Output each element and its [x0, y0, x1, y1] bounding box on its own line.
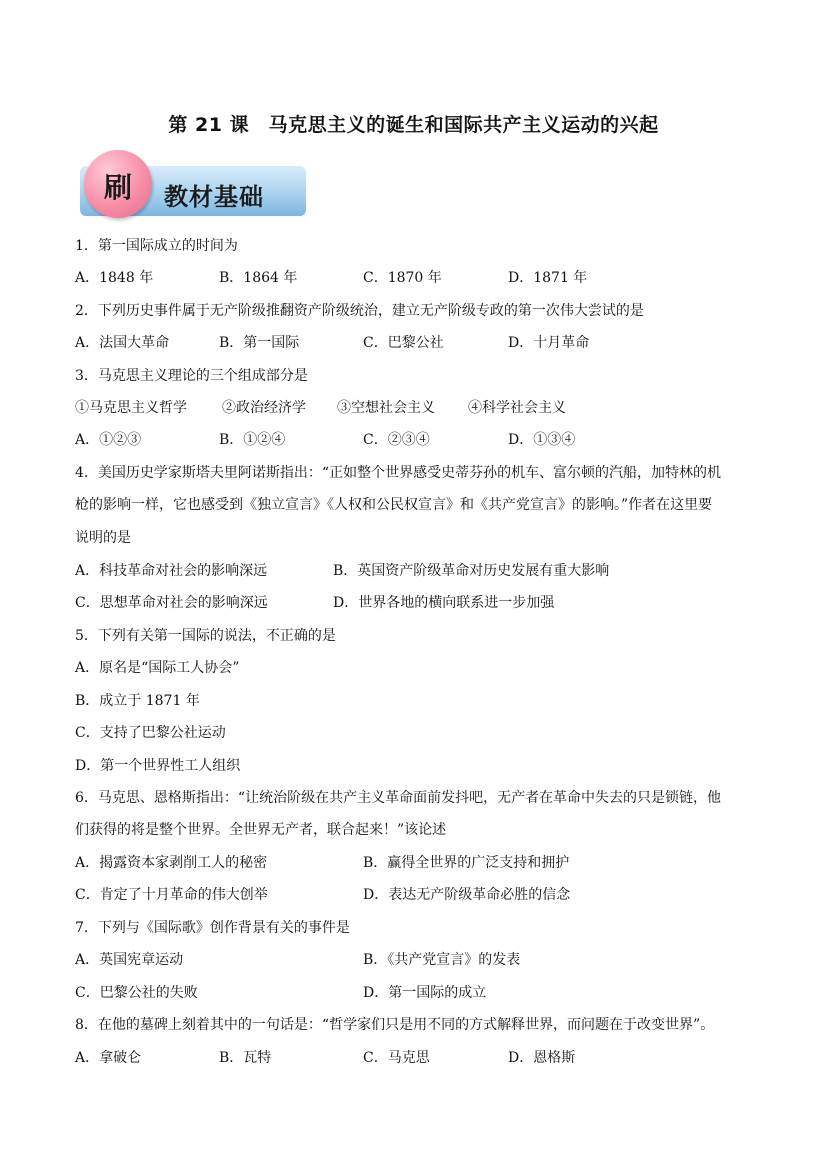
question-4-option-b: B．英国资产阶级革命对历史发展有重大影响 [333, 563, 610, 579]
question-4-stem-line-3: 说明的是 [75, 530, 131, 546]
question-7-stem: 7．下列与《国际歌》创作背景有关的事件是 [75, 920, 350, 936]
question-6-option-d: D．表达无产阶级革命必胜的信念 [363, 887, 571, 903]
question-8-option-c: C．马克思 [363, 1050, 430, 1066]
question-4-stem-line-1: 4．美国历史学家斯塔夫里阿诺斯指出：“正如整个世界感受史蒂芬孙的机车、富尔顿的汽船，加特林的机 [75, 465, 722, 481]
question-7-option-d: D．第一国际的成立 [363, 985, 487, 1001]
question-4-option-d: D．世界各地的横向联系进一步加强 [333, 595, 555, 611]
question-6-option-a: A．揭露资本家剥削工人的秘密 [75, 855, 268, 871]
question-3-option-d: D．①③④ [508, 432, 576, 448]
question-8-option-d: D．恩格斯 [508, 1050, 576, 1066]
question-7-option-b: B．《共产党宣言》的发表 [363, 952, 521, 968]
question-5-option-a: A．原名是“国际工人协会” [75, 660, 240, 676]
question-8-option-b: B．瓦特 [219, 1050, 272, 1066]
question-1-stem: 1．第一国际成立的时间为 [75, 238, 238, 254]
question-5-option-c: C．支持了巴黎公社运动 [75, 725, 226, 741]
question-6-option-b: B．赢得全世界的广泛支持和拥护 [363, 855, 570, 871]
question-6-stem-line-2: 们获得的将是整个世界。全世界无产者，联合起来！”该论述 [75, 822, 447, 838]
question-7-option-c: C．巴黎公社的失败 [75, 985, 198, 1001]
question-2-option-c: C．巴黎公社 [363, 335, 444, 351]
question-4-option-a: A．科技革命对社会的影响深远 [75, 563, 268, 579]
question-2-option-a: A．法国大革命 [75, 335, 170, 351]
question-2-option-d: D．十月革命 [508, 335, 590, 351]
question-6-stem-line-1: 6．马克思、恩格斯指出：“让统治阶级在共产主义革命面前发抖吧，无产者在革命中失去的只是锁链，他 [75, 790, 722, 806]
question-1-option-b: B．1864 年 [219, 270, 298, 286]
question-2-option-b: B．第一国际 [219, 335, 300, 351]
question-3-item-4: ④科学社会主义 [468, 400, 566, 416]
banner-badge-text: 刷 [103, 171, 132, 204]
question-4-stem-line-2: 枪的影响一样，它也感受到《独立宣言》《人权和公民权宣言》和《共产党宣言》的影响。”作者在这里要 [75, 497, 713, 513]
question-3-option-a: A．①②③ [75, 432, 142, 448]
question-5-option-d: D．第一个世界性工人组织 [75, 758, 241, 774]
banner-badge [84, 150, 152, 218]
question-3-item-3: ③空想社会主义 [337, 400, 435, 416]
question-6-option-c: C．肯定了十月革命的伟大创举 [75, 887, 268, 903]
question-5-stem: 5．下列有关第一国际的说法，不正确的是 [75, 628, 336, 644]
question-3-stem: 3．马克思主义理论的三个组成部分是 [75, 368, 308, 384]
question-8-option-a: A．拿破仑 [75, 1050, 142, 1066]
question-1-option-d: D．1871 年 [508, 270, 588, 286]
question-1-option-c: C．1870 年 [363, 270, 442, 286]
question-8-stem: 8．在他的墓碑上刻着其中的一句话是：“哲学家们只是用不同的方式解释世界，而问题在于改变世界”。 [75, 1017, 715, 1033]
section-banner [80, 160, 306, 216]
question-4-option-c: C．思想革命对社会的影响深远 [75, 595, 268, 611]
question-2-stem: 2．下列历史事件属于无产阶级推翻资产阶级统治，建立无产阶级专政的第一次伟大尝试的是 [75, 303, 644, 319]
question-1-option-a: A．1848 年 [75, 270, 154, 286]
question-3-item-2: ②政治经济学 [222, 400, 306, 416]
question-3-item-1: ①马克思主义哲学 [75, 400, 187, 416]
question-5-option-b: B．成立于 1871 年 [75, 693, 200, 709]
page-title: 第 21 课 马克思主义的诞生和国际共产主义运动的兴起 [168, 114, 659, 136]
question-3-option-c: C．②③④ [363, 432, 430, 448]
question-7-option-a: A．英国宪章运动 [75, 952, 184, 968]
banner-label: 教材基础 [164, 183, 264, 211]
question-3-option-b: B．①②④ [219, 432, 286, 448]
